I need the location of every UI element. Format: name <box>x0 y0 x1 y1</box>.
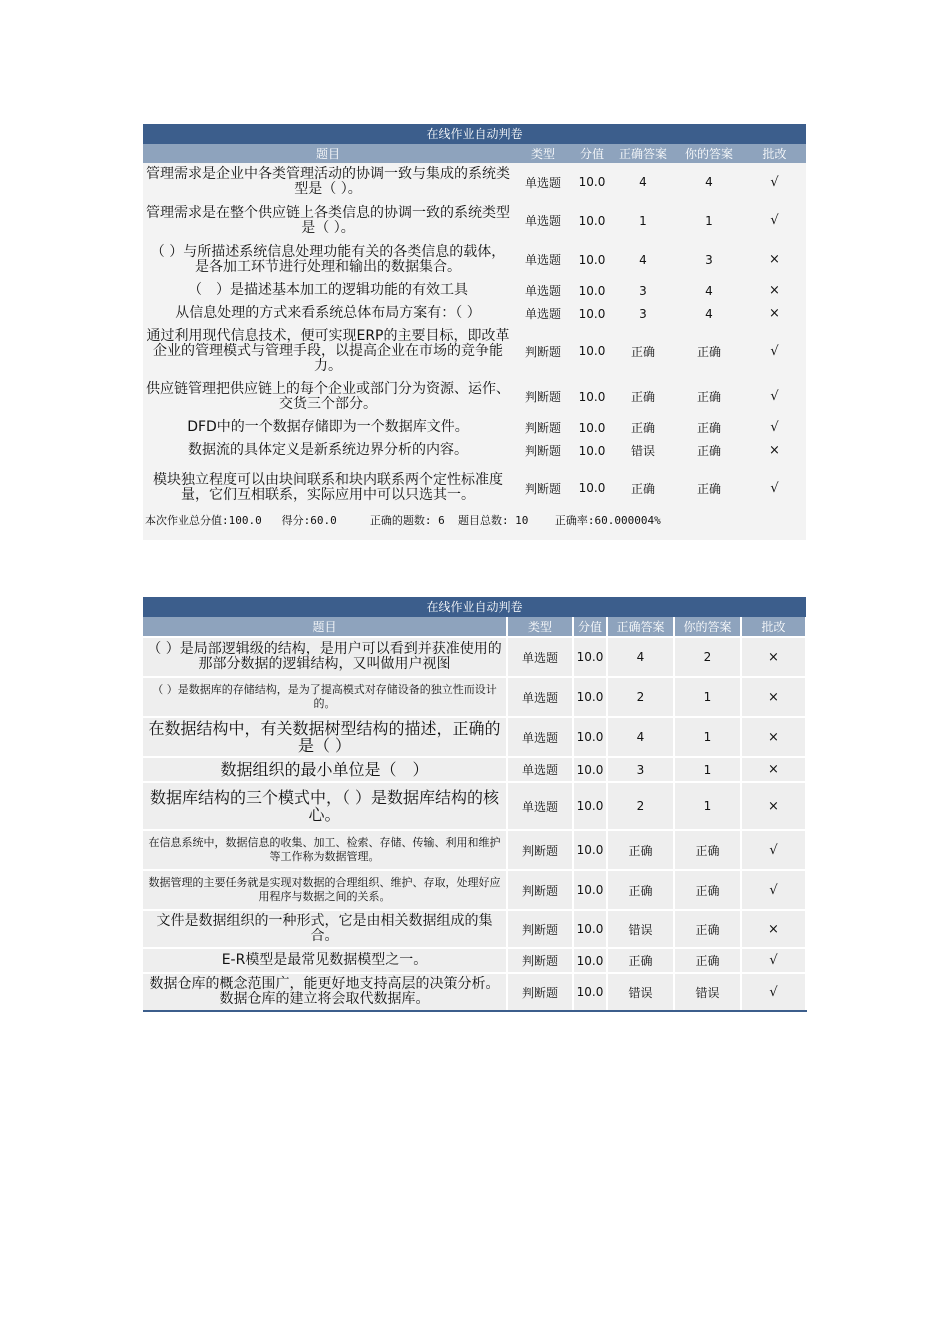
header-correct: 正确答案 <box>607 617 674 637</box>
header-question: 题目 <box>143 144 513 163</box>
summary-line: 本次作业总分值:100.0 得分:60.0 正确的题数: 6 题目总数: 10 正确率:60.000004% <box>143 514 806 540</box>
correct-answer-cell: 4 <box>639 175 647 189</box>
type-cell: 判断题 <box>524 390 561 404</box>
correct-answer-cell: 4 <box>607 717 674 757</box>
header-mark: 批改 <box>741 617 806 637</box>
grade-mark-cell: √ <box>770 389 779 404</box>
your-answer-cell: 正确 <box>696 481 721 496</box>
type-cell: 单选题 <box>507 757 573 782</box>
your-answer-cell: 正确 <box>674 830 741 870</box>
your-answer-cell: 正确 <box>696 390 721 404</box>
score-cell: 10.0 <box>573 973 607 1011</box>
question-cell: （ ）与所描述系统信息处理功能有关的各类信息的载体，是各加工环节进行处理和输出的数据集合。 <box>150 243 506 275</box>
question-cell: 数据流的具体定义是新系统边界分析的内容。 <box>188 442 468 458</box>
your-answer-cell: 1 <box>674 757 741 782</box>
table-row <box>143 325 806 377</box>
header-score: 分值 <box>573 144 611 163</box>
type-cell: 判断题 <box>524 344 561 359</box>
correct-answer-cell: 4 <box>639 252 647 267</box>
header-yours: 你的答案 <box>674 617 741 637</box>
header-score: 分值 <box>573 617 607 637</box>
table-row <box>143 910 806 948</box>
table-row <box>143 240 806 279</box>
your-answer-cell: 1 <box>674 717 741 757</box>
question-cell: 供应链管理把供应链上的每个企业或部门分为资源、运作、交货三个部分。 <box>146 380 510 412</box>
correct-answer-cell: 1 <box>639 213 647 228</box>
correct-answer-cell: 2 <box>607 782 674 830</box>
correct-answer-cell: 3 <box>639 283 647 298</box>
table-row <box>143 637 806 677</box>
question-cell: E-R模型是最常见数据模型之一。 <box>143 948 507 973</box>
table-row <box>143 973 806 1011</box>
your-answer-cell: 正确 <box>696 344 721 359</box>
type-cell: 判断题 <box>524 444 561 458</box>
header-row <box>143 617 806 637</box>
score-cell: 10.0 <box>578 481 606 495</box>
question-cell: （ ）是局部逻辑级的结构，是用户可以看到并获准使用的那部分数据的逻辑结构，又叫做用户视图 <box>143 637 507 677</box>
correct-answer-cell: 正确 <box>630 481 655 496</box>
score-cell: 10.0 <box>578 175 606 189</box>
question-cell: 通过利用现代信息技术，便可实现ERP的主要目标，即改革企业的管理模式与管理手段，以提高企业在市场的竞争能力。 <box>146 327 510 374</box>
correct-answer-cell: 正确 <box>630 421 655 435</box>
type-cell: 单选题 <box>507 637 573 677</box>
correct-answer-cell: 4 <box>607 637 674 677</box>
score-cell: 10.0 <box>578 443 606 458</box>
score-cell: 10.0 <box>573 677 607 717</box>
type-cell: 判断题 <box>507 973 573 1011</box>
grade-mark-cell: √ <box>770 213 779 228</box>
correct-answer-cell: 2 <box>607 677 674 717</box>
score-cell: 10.0 <box>573 948 607 973</box>
header-row <box>143 144 806 163</box>
your-answer-cell: 1 <box>674 677 741 717</box>
score-cell: 10.0 <box>578 213 606 228</box>
your-answer-cell: 错误 <box>674 973 741 1011</box>
question-cell: 模块独立程度可以由块间联系和块内联系两个定性标准度量，它们互相联系，实际应用中可以只选其一。 <box>153 472 503 503</box>
header-yours: 你的答案 <box>675 144 743 163</box>
correct-answer-cell: 错误 <box>630 444 655 458</box>
your-answer-cell: 正确 <box>674 910 741 948</box>
type-cell: 单选题 <box>507 717 573 757</box>
header-type: 类型 <box>507 617 573 637</box>
score-cell: 10.0 <box>573 870 607 910</box>
your-answer-cell: 正确 <box>674 948 741 973</box>
your-answer-cell: 正确 <box>696 444 721 458</box>
your-answer-cell: 4 <box>705 306 713 321</box>
type-cell: 判断题 <box>524 421 561 435</box>
score-cell: 10.0 <box>578 389 606 404</box>
results-table <box>143 144 806 514</box>
correct-answer-cell: 正确 <box>607 870 674 910</box>
your-answer-cell: 正确 <box>696 421 721 435</box>
grade-mark-cell: × <box>741 782 806 830</box>
panel-title: 在线作业自动判卷 <box>143 124 806 144</box>
grade-mark-cell: × <box>741 637 806 677</box>
table-row <box>143 302 806 325</box>
table-row <box>143 757 806 782</box>
score-cell: 10.0 <box>578 252 606 267</box>
grade-mark-cell: × <box>769 443 780 458</box>
table-row <box>143 201 806 240</box>
table-row <box>143 377 806 416</box>
header-type: 类型 <box>513 144 573 163</box>
type-cell: 单选题 <box>524 214 561 228</box>
score-cell: 10.0 <box>573 830 607 870</box>
your-answer-cell: 4 <box>705 283 713 298</box>
type-cell: 判断题 <box>507 910 573 948</box>
correct-answer-cell: 正确 <box>630 390 655 404</box>
your-answer-cell: 正确 <box>674 870 741 910</box>
header-question: 题目 <box>143 617 507 637</box>
table-row <box>143 462 806 514</box>
question-cell: DFD中的一个数据存储即为一个数据库文件。 <box>187 419 469 435</box>
score-cell: 10.0 <box>573 910 607 948</box>
type-cell: 单选题 <box>524 253 561 267</box>
grade-mark-cell: √ <box>770 420 779 435</box>
panel-title: 在线作业自动判卷 <box>143 597 806 617</box>
type-cell: 判断题 <box>507 948 573 973</box>
type-cell: 单选题 <box>507 677 573 717</box>
grade-mark-cell: × <box>769 252 780 267</box>
question-cell: 数据管理的主要任务就是实现对数据的合理组织、维护、存取，处理好应用程序与数据之间的关系。 <box>143 870 507 910</box>
grade-mark-cell: × <box>741 717 806 757</box>
score-cell: 10.0 <box>578 420 606 435</box>
grade-mark-cell: √ <box>770 480 779 496</box>
score-cell: 10.0 <box>578 306 606 321</box>
question-cell: 在数据结构中，有关数据树型结构的描述，正确的是（ ） <box>143 717 507 757</box>
grade-mark-cell: × <box>769 283 780 298</box>
grade-mark-cell: × <box>741 910 806 948</box>
correct-answer-cell: 正确 <box>607 830 674 870</box>
correct-answer-cell: 正确 <box>607 948 674 973</box>
question-cell: 文件是数据组织的一种形式，它是由相关数据组成的集合。 <box>143 910 507 948</box>
question-cell: 数据库结构的三个模式中，（ ）是数据库结构的核心。 <box>143 782 507 830</box>
type-cell: 判断题 <box>507 830 573 870</box>
table-row <box>143 948 806 973</box>
score-cell: 10.0 <box>573 637 607 677</box>
your-answer-cell: 4 <box>705 175 713 189</box>
grade-mark-cell: √ <box>770 343 779 359</box>
table-row <box>143 677 806 717</box>
type-cell: 判断题 <box>524 481 561 496</box>
grading-panel-1 <box>143 124 806 540</box>
header-correct: 正确答案 <box>611 144 675 163</box>
correct-answer-cell: 3 <box>607 757 674 782</box>
score-cell: 10.0 <box>573 717 607 757</box>
question-cell: （ ）是数据库的存储结构，是为了提高模式对存储设备的独立性而设计的。 <box>143 677 507 717</box>
score-cell: 10.0 <box>578 283 606 298</box>
table-row <box>143 439 806 462</box>
question-cell: 管理需求是在整个供应链上各类信息的协调一致的系统类型是（ ）。 <box>146 204 510 236</box>
score-cell: 10.0 <box>578 344 606 358</box>
type-cell: 单选题 <box>524 284 561 298</box>
table-row <box>143 782 806 830</box>
grade-mark-cell: × <box>741 757 806 782</box>
your-answer-cell: 1 <box>705 213 713 228</box>
grade-mark-cell: √ <box>741 948 806 973</box>
question-cell: 数据仓库的概念范围广，能更好地支持高层的决策分析。数据仓库的建立将会取代数据库。 <box>143 973 507 1011</box>
table-row <box>143 717 806 757</box>
grade-mark-cell: × <box>769 306 780 321</box>
question-cell: （ ）是描述基本加工的逻辑功能的有效工具 <box>188 282 468 298</box>
correct-answer-cell: 错误 <box>607 973 674 1011</box>
your-answer-cell: 2 <box>674 637 741 677</box>
question-cell: 在信息系统中，数据信息的收集、加工、检索、存储、传输、利用和维护等工作称为数据管理。 <box>143 830 507 870</box>
score-cell: 10.0 <box>573 757 607 782</box>
question-cell: 从信息处理的方式来看系统总体布局方案有：（ ） <box>175 305 481 321</box>
type-cell: 单选题 <box>507 782 573 830</box>
type-cell: 单选题 <box>524 307 561 321</box>
correct-answer-cell: 正确 <box>630 344 655 359</box>
table-row <box>143 830 806 870</box>
header-mark: 批改 <box>743 144 806 163</box>
question-cell: 管理需求是企业中各类管理活动的协调一致与集成的系统类型是（ ）。 <box>146 166 510 197</box>
grade-mark-cell: √ <box>770 174 779 190</box>
score-cell: 10.0 <box>573 782 607 830</box>
grade-mark-cell: √ <box>741 870 806 910</box>
table-row <box>143 279 806 302</box>
correct-answer-cell: 3 <box>639 306 647 321</box>
table-row <box>143 416 806 439</box>
grading-panel-2 <box>143 597 806 1012</box>
type-cell: 单选题 <box>524 175 561 190</box>
type-cell: 判断题 <box>507 870 573 910</box>
table-row <box>143 163 806 201</box>
grade-mark-cell: √ <box>741 973 806 1011</box>
your-answer-cell: 3 <box>705 252 713 267</box>
question-cell: 数据组织的最小单位是（ ） <box>143 757 507 782</box>
grade-mark-cell: × <box>741 677 806 717</box>
table-row <box>143 870 806 910</box>
results-table <box>143 617 807 1012</box>
correct-answer-cell: 错误 <box>607 910 674 948</box>
grade-mark-cell: √ <box>741 830 806 870</box>
your-answer-cell: 1 <box>674 782 741 830</box>
